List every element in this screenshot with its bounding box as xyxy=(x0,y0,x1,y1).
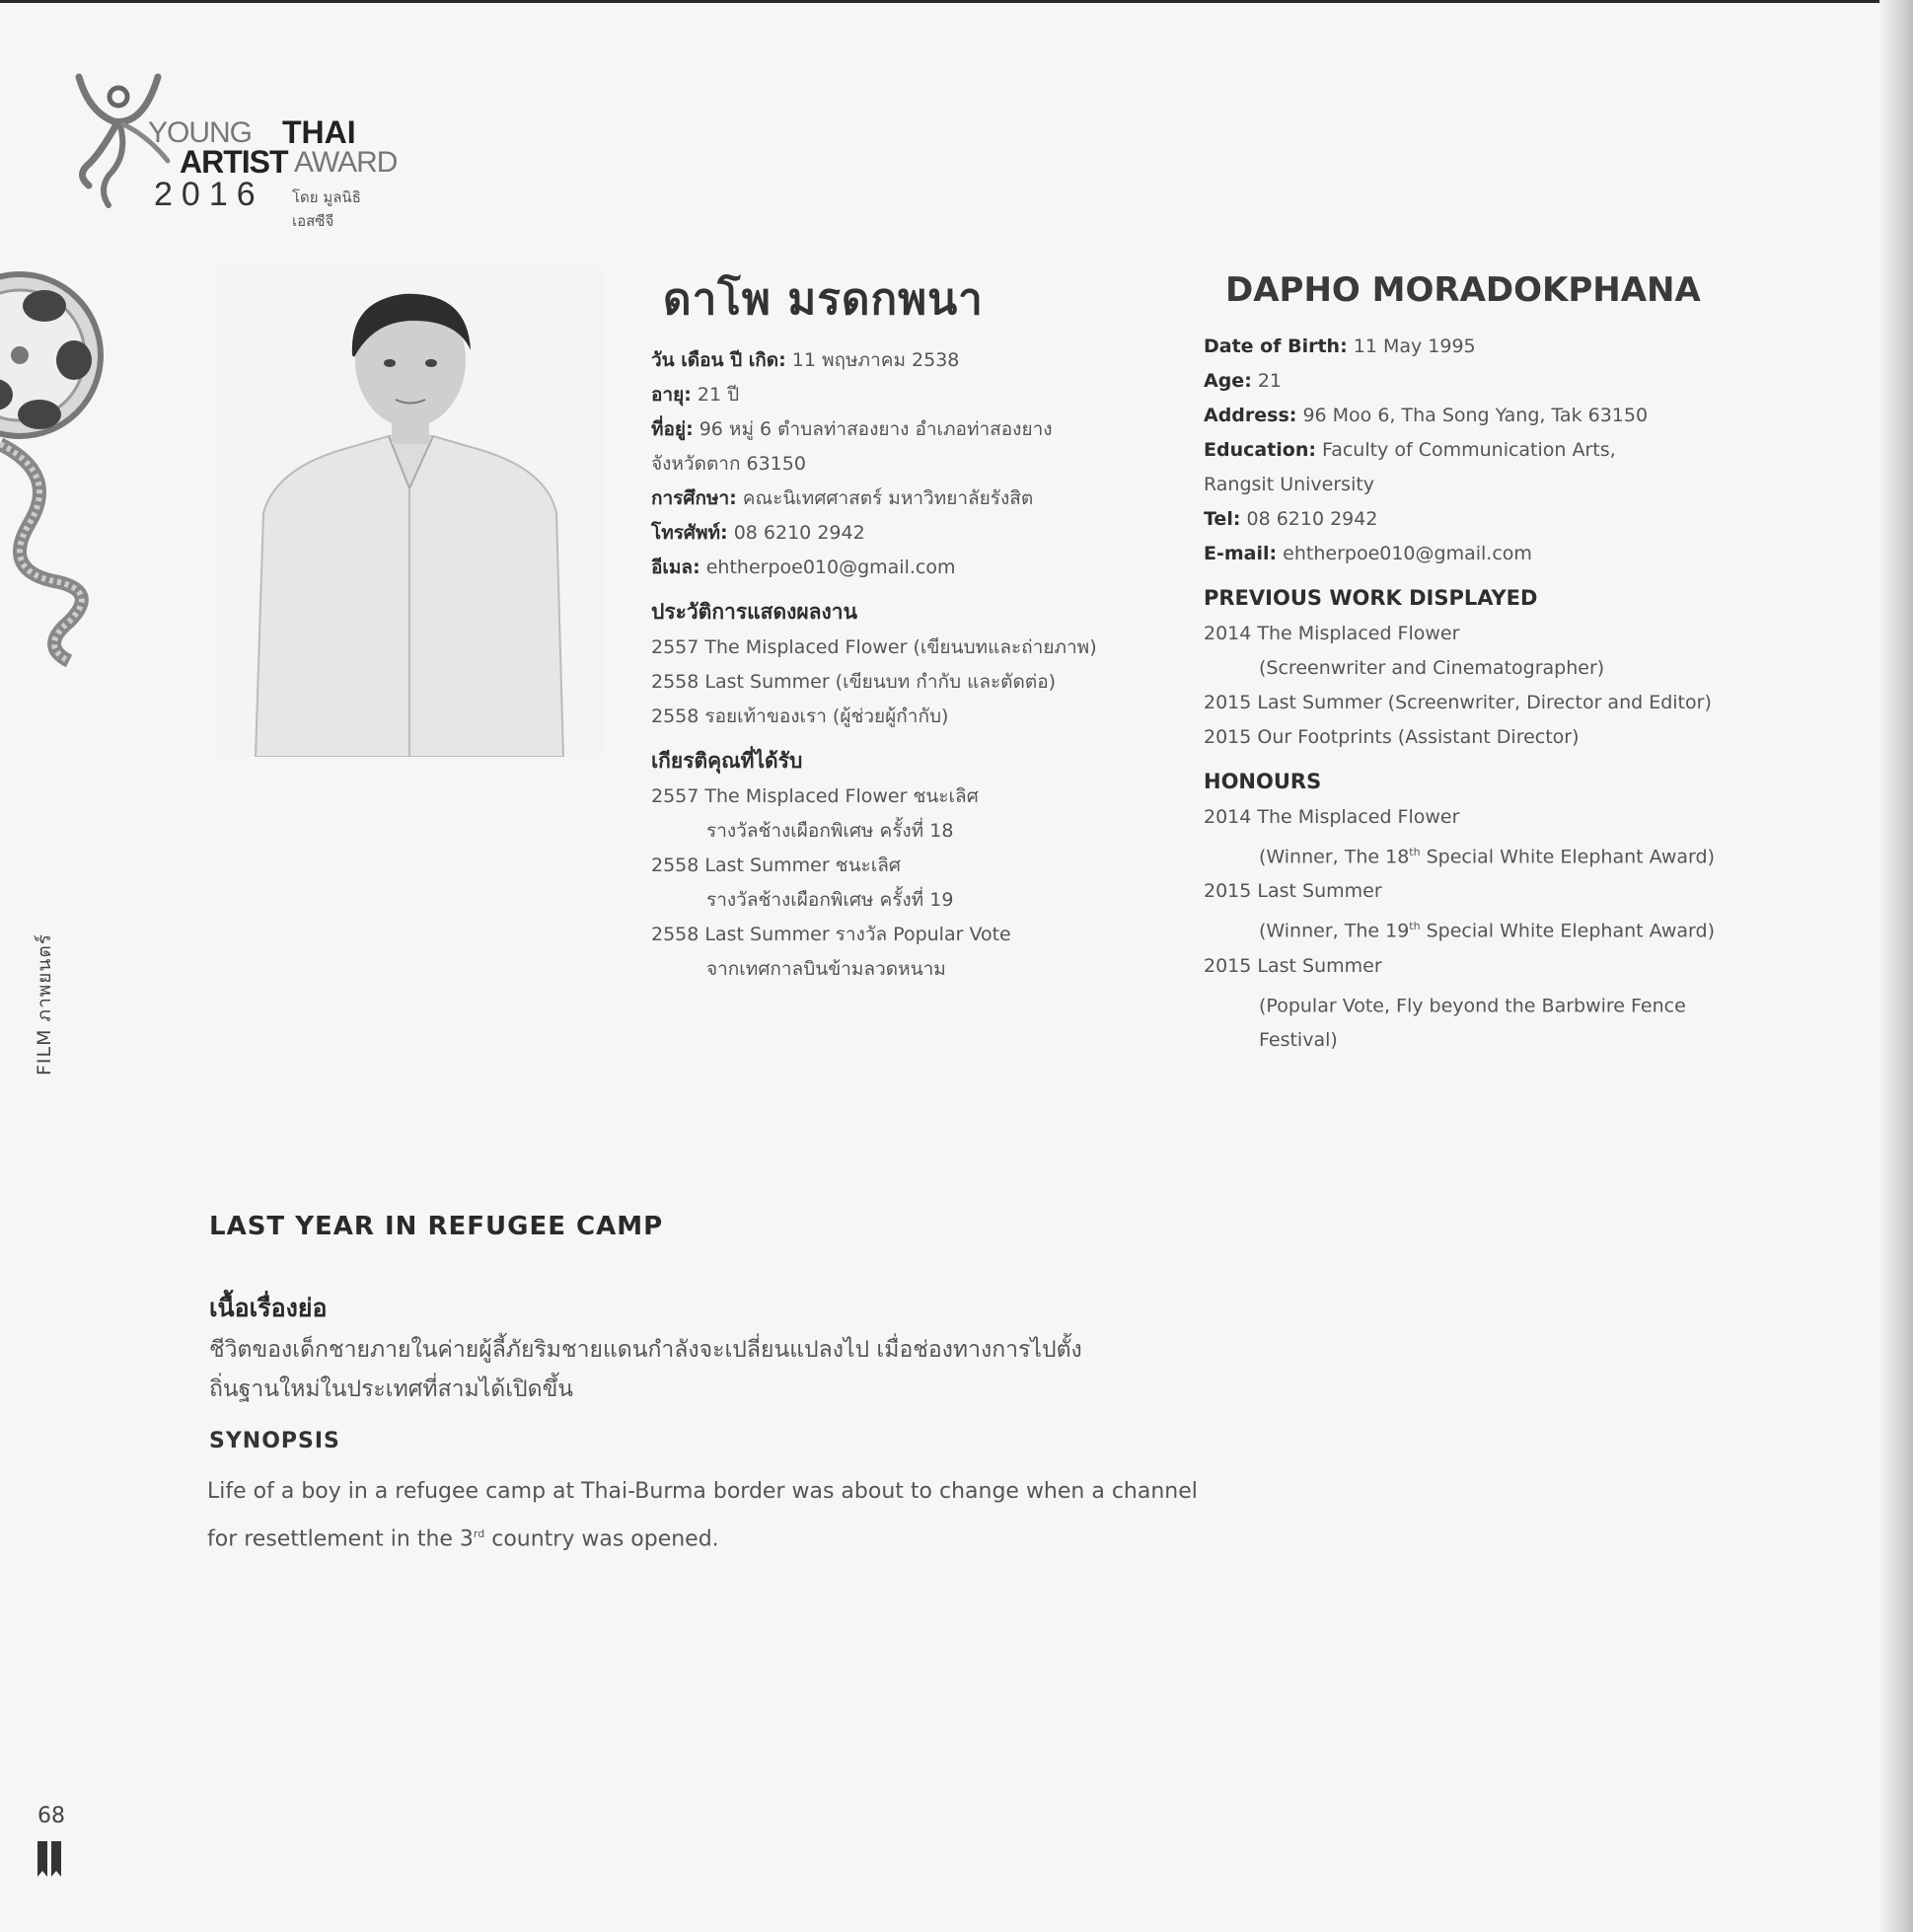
honour-detail-en xyxy=(1204,984,1756,1023)
ordinal-suffix: th xyxy=(1409,846,1421,858)
age-value-th: 21 ปี xyxy=(697,384,740,406)
honour-item-th: 2558 Last Summer ชนะเลิศ xyxy=(651,855,901,876)
dob-label-en: Date of Birth: xyxy=(1204,335,1348,357)
email-value-en: ehtherpoe010@gmail.com xyxy=(1283,543,1532,564)
age-label-en: Age: xyxy=(1204,370,1252,392)
artist-name-english: DAPHO MORADOKPHANA xyxy=(1225,270,1701,310)
tel-value-th: 08 6210 2942 xyxy=(733,522,865,544)
age-label-th: อายุ: xyxy=(651,384,692,406)
dob-row-th xyxy=(651,343,1204,378)
category-side-label: FILM ภาพยนตร์ xyxy=(34,933,55,1076)
synopsis-thai-line: ถิ่นฐานใหม่ในประเทศที่สามได้เปิดขึ้น xyxy=(209,1376,574,1402)
honour-item-en: 2015 Last Summer xyxy=(1204,954,1382,977)
tel-row-th xyxy=(651,516,1204,551)
page-binding-shadow xyxy=(1879,0,1913,1932)
work-item-th: 2557 The Misplaced Flower (เขียนบทและถ่ายภาพ) xyxy=(651,636,1097,658)
honour-detail-en xyxy=(1204,835,1756,874)
tel-label-th: โทรศัพท์: xyxy=(651,522,728,544)
logo-thai: THAI xyxy=(282,114,356,150)
profile-english xyxy=(1204,264,1756,1058)
ordinal-suffix: th xyxy=(1409,920,1421,933)
address-label-en: Address: xyxy=(1204,405,1297,426)
synopsis-english-line xyxy=(207,1513,1204,1560)
logo-award: AWARD xyxy=(294,146,398,179)
honour-detail-text: Special White Elephant Award) xyxy=(1420,920,1716,942)
honour-detail-en xyxy=(1204,909,1756,948)
education-value-th: คณะนิเทศศาสตร์ มหาวิทยาลัยรังสิต xyxy=(742,487,1034,509)
tel-label-en: Tel: xyxy=(1204,508,1241,530)
profile-thai xyxy=(651,264,1204,987)
work-item-th: 2558 Last Summer (เขียนบท กำกับ และตัดต่อ) xyxy=(651,671,1057,693)
synopsis-thai xyxy=(209,1330,1206,1409)
work-item-en: 2015 Our Footprints (Assistant Director) xyxy=(1204,726,1580,748)
dob-label-th: วัน เดือน ปี เกิด: xyxy=(651,349,786,371)
works-heading-en: PREVIOUS WORK DISPLAYED xyxy=(1204,586,1538,610)
honour-detail-text: (Popular Vote, Fly beyond the Barbwire Fence xyxy=(1259,994,1686,1016)
synopsis-heading-english: SYNOPSIS xyxy=(209,1429,340,1453)
address-value-th: 96 หมู่ 6 ตำบลท่าสองยาง อำเภอท่าสองยาง xyxy=(699,418,1053,440)
works-heading-th: ประวัติการแสดงผลงาน xyxy=(651,600,857,624)
email-value-th: ehtherpoe010@gmail.com xyxy=(705,557,956,578)
work-detail-en: (Screenwriter and Cinematographer) xyxy=(1259,657,1605,679)
age-row-en xyxy=(1204,364,1756,399)
honour-detail-th: รางวัลช้างเผือกพิเศษ ครั้งที่ 18 xyxy=(706,820,954,842)
honour-detail-text: (Winner, The 18 xyxy=(1259,846,1410,868)
synopsis-english-line: Life of a boy in a refugee camp at Thai-Burma border was about to change when a channel xyxy=(207,1479,1198,1504)
synopsis-text: for resettlement in the 3 xyxy=(207,1526,474,1552)
tel-row-en xyxy=(1204,502,1756,537)
work-item-th: 2558 รอยเท้าของเรา (ผู้ช่วยผู้กำกับ) xyxy=(651,706,949,727)
email-label-th: อีเมล: xyxy=(651,557,700,578)
address-line2-th: จังหวัดตาก 63150 xyxy=(651,453,806,475)
honour-item-en: 2015 Last Summer xyxy=(1204,880,1382,903)
honours-heading-en: HONOURS xyxy=(1204,770,1322,793)
address-row-th xyxy=(651,412,1204,447)
dob-value-th: 11 พฤษภาคม 2538 xyxy=(791,349,960,371)
education-label-th: การศึกษา: xyxy=(651,487,737,509)
synopsis-thai-line: ชีวิตของเด็กชายภายในค่ายผู้ลี้ภัยริมชายแดนกำลังจะเปลี่ยนแปลงไป เมื่อช่องทางการไปตั้ง xyxy=(209,1337,1082,1363)
honour-detail-text: (Winner, The 19 xyxy=(1259,920,1410,942)
artist-portrait-photo xyxy=(216,266,603,757)
honour-detail-th: จากเทศกาลบินข้ามลวดหนาม xyxy=(706,958,946,980)
honour-item-en: 2014 The Misplaced Flower xyxy=(1204,806,1460,828)
ordinal-suffix: rd xyxy=(473,1527,485,1540)
page-top-edge xyxy=(0,0,1913,3)
film-reel-icon xyxy=(0,257,118,671)
age-value-en: 21 xyxy=(1257,370,1283,392)
honour-detail-text: Special White Elephant Award) xyxy=(1420,846,1716,868)
dob-row-en xyxy=(1204,330,1756,364)
logo-by: โดย มูลนิธิเอสซีจี xyxy=(292,188,361,230)
portrait-illustration xyxy=(216,266,603,757)
age-row-th xyxy=(651,378,1204,412)
education-row-en xyxy=(1204,433,1756,468)
film-title: LAST YEAR IN REFUGEE CAMP xyxy=(209,1212,664,1241)
education-line2-en: Rangsit University xyxy=(1204,474,1375,495)
work-item-en: 2014 The Misplaced Flower xyxy=(1204,623,1460,644)
logo-young: YOUNG xyxy=(148,116,253,149)
address-row-en xyxy=(1204,399,1756,433)
email-label-en: E-mail: xyxy=(1204,543,1278,564)
email-row-en xyxy=(1204,537,1756,571)
education-value-en: Faculty of Communication Arts, xyxy=(1322,439,1616,461)
synopsis-text: country was opened. xyxy=(484,1526,719,1552)
work-item-en: 2015 Last Summer (Screenwriter, Director and Editor) xyxy=(1204,692,1712,713)
page-number: 68 xyxy=(37,1804,65,1828)
honour-item-th: 2557 The Misplaced Flower ชนะเลิศ xyxy=(651,785,979,807)
address-label-th: ที่อยู่: xyxy=(651,418,694,440)
honours-heading-th: เกียรติคุณที่ได้รับ xyxy=(651,749,803,773)
honour-item-th: 2558 Last Summer รางวัล Popular Vote xyxy=(651,924,1011,945)
honour-detail-th: รางวัลช้างเผือกพิเศษ ครั้งที่ 19 xyxy=(706,889,954,911)
synopsis-english xyxy=(207,1470,1204,1560)
logo-artist: ARTIST xyxy=(180,144,288,180)
email-row-th xyxy=(651,551,1204,585)
tel-value-en: 08 6210 2942 xyxy=(1246,508,1378,530)
education-label-en: Education: xyxy=(1204,439,1316,461)
artist-name-thai: ดาโพ มรดกพนา xyxy=(663,274,984,325)
dob-value-en: 11 May 1995 xyxy=(1353,335,1476,357)
young-thai-artist-award-logo xyxy=(69,67,398,230)
bookmark-icon xyxy=(37,1841,65,1877)
logo-year: 2016 xyxy=(154,176,264,213)
address-value-en: 96 Moo 6, Tha Song Yang, Tak 63150 xyxy=(1302,405,1649,426)
synopsis-heading-thai: เนื้อเรื่องย่อ xyxy=(209,1294,328,1322)
education-row-th xyxy=(651,482,1204,516)
honour-detail-en: Festival) xyxy=(1259,1028,1338,1051)
